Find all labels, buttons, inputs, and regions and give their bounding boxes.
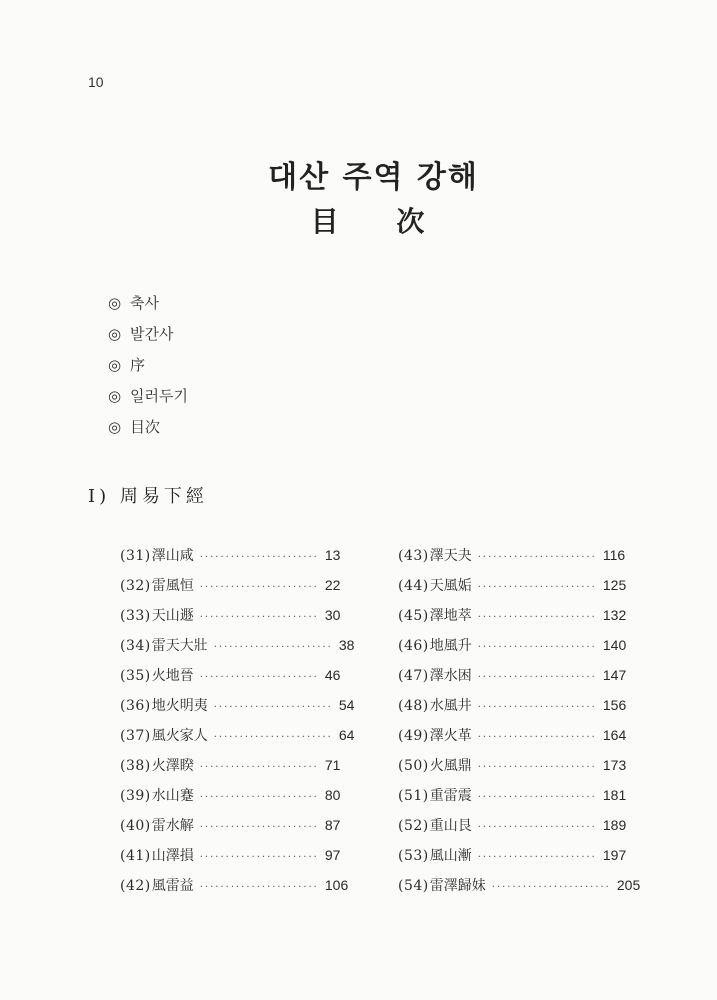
toc-entry-title: 雷水解 <box>151 818 194 834</box>
front-matter-label: 序 <box>130 356 146 374</box>
toc-entry-page: 38 <box>338 637 355 653</box>
toc-entry-page: 189 <box>602 817 627 833</box>
toc-entry-page: 30 <box>324 607 341 623</box>
toc-entry-number: (34) <box>120 638 151 654</box>
toc-entry-page: 197 <box>602 847 627 863</box>
toc-entry[interactable] <box>120 720 355 750</box>
toc-entry-number: (41) <box>120 848 151 864</box>
toc-entry[interactable] <box>120 660 341 690</box>
front-matter-item[interactable] <box>108 288 188 319</box>
toc-entry[interactable] <box>398 870 641 900</box>
toc-entry-title: 澤山咸 <box>151 548 194 564</box>
toc-entry-number: (43) <box>398 548 429 564</box>
toc-entry-number: (51) <box>398 788 429 804</box>
toc-entry[interactable] <box>398 690 627 720</box>
section-heading: I) 周易下經 <box>88 486 208 507</box>
double-circle-icon: ◎ <box>108 418 122 436</box>
dot-leader: ······················· <box>199 582 319 593</box>
toc-entry-number: (33) <box>120 608 151 624</box>
toc-entry-page: 22 <box>324 577 341 593</box>
dot-leader: ······················· <box>491 882 611 893</box>
dot-leader: ······················· <box>213 732 333 743</box>
dot-leader: ······················· <box>477 582 597 593</box>
toc-left-column <box>120 540 355 900</box>
toc-entry-title: 澤地萃 <box>429 608 472 624</box>
dot-leader: ······················· <box>477 732 597 743</box>
toc-entry[interactable] <box>398 780 627 810</box>
toc-entry-title: 火風鼎 <box>429 758 472 774</box>
toc-entry[interactable] <box>120 690 355 720</box>
toc-entry-title: 火澤睽 <box>151 758 194 774</box>
toc-entry-title: 地風升 <box>429 638 472 654</box>
toc-entry[interactable] <box>398 720 627 750</box>
toc-entry-page: 54 <box>338 697 355 713</box>
toc-entry-title: 風山漸 <box>429 848 472 864</box>
toc-entry-title: 火地晉 <box>151 668 194 684</box>
toc-entry-number: (37) <box>120 728 151 744</box>
dot-leader: ······················· <box>477 702 597 713</box>
dot-leader: ······················· <box>477 552 597 563</box>
toc-entry[interactable] <box>120 570 341 600</box>
toc-entry-number: (54) <box>398 878 429 894</box>
toc-entry[interactable] <box>120 600 341 630</box>
toc-entry-title: 雷澤歸妹 <box>429 878 486 894</box>
toc-entry-number: (44) <box>398 578 429 594</box>
dot-leader: ······················· <box>199 882 319 893</box>
front-matter-list <box>108 288 188 443</box>
dot-leader: ······················· <box>477 762 597 773</box>
toc-entry-number: (48) <box>398 698 429 714</box>
dot-leader: ······················· <box>477 852 597 863</box>
toc-entry-number: (42) <box>120 878 151 894</box>
toc-entry[interactable] <box>398 660 627 690</box>
dot-leader: ······················· <box>477 612 597 623</box>
front-matter-item[interactable] <box>108 381 188 412</box>
toc-entry-number: (38) <box>120 758 151 774</box>
toc-entry-page: 140 <box>602 637 627 653</box>
title-block <box>0 152 717 240</box>
toc-entry-page: 147 <box>602 667 627 683</box>
toc-entry-number: (40) <box>120 818 151 834</box>
dot-leader: ······················· <box>199 762 319 773</box>
dot-leader: ······················· <box>199 852 319 863</box>
toc-entry-page: 13 <box>324 547 341 563</box>
toc-entry-page: 87 <box>324 817 341 833</box>
toc-entry[interactable] <box>398 840 627 870</box>
toc-entry-page: 156 <box>602 697 627 713</box>
toc-entry[interactable] <box>120 780 341 810</box>
toc-entry[interactable] <box>398 810 627 840</box>
toc-entry[interactable] <box>398 600 627 630</box>
toc-entry-number: (45) <box>398 608 429 624</box>
dot-leader: ······················· <box>477 822 597 833</box>
double-circle-icon: ◎ <box>108 294 122 312</box>
toc-entry-number: (39) <box>120 788 151 804</box>
toc-entry-page: 106 <box>324 877 349 893</box>
toc-entry-title: 澤天夬 <box>429 548 472 564</box>
toc-entry-title: 雷天大壯 <box>151 638 208 654</box>
toc-entry-number: (50) <box>398 758 429 774</box>
front-matter-label: 발간사 <box>130 325 174 343</box>
toc-entry-title: 澤火革 <box>429 728 472 744</box>
page-number: 10 <box>88 74 104 90</box>
toc-entry-title: 澤水困 <box>429 668 472 684</box>
front-matter-item[interactable] <box>108 319 188 350</box>
toc-entry-page: 46 <box>324 667 341 683</box>
toc-entry-page: 125 <box>602 577 627 593</box>
toc-entry-page: 71 <box>324 757 341 773</box>
toc-entry-title: 天風姤 <box>429 578 472 594</box>
toc-entry-page: 164 <box>602 727 627 743</box>
toc-entry-page: 181 <box>602 787 627 803</box>
toc-entry-title: 重雷震 <box>429 788 472 804</box>
toc-entry[interactable] <box>120 810 341 840</box>
toc-entry[interactable] <box>398 540 626 570</box>
toc-entry-number: (47) <box>398 668 429 684</box>
toc-entry-page: 116 <box>602 547 626 563</box>
front-matter-item[interactable] <box>108 350 188 381</box>
toc-entry-number: (49) <box>398 728 429 744</box>
toc-entry[interactable] <box>120 750 341 780</box>
toc-entry-title: 水山蹇 <box>151 788 194 804</box>
front-matter-label: 축사 <box>130 294 159 312</box>
page-title: 대산 주역 강해 <box>268 160 479 195</box>
toc-entry-number: (35) <box>120 668 151 684</box>
front-matter-item[interactable] <box>108 412 188 443</box>
dot-leader: ······················· <box>199 822 319 833</box>
dot-leader: ······················· <box>199 612 319 623</box>
toc-entry[interactable] <box>398 750 627 780</box>
front-matter-label: 目次 <box>130 418 161 436</box>
dot-leader: ······················· <box>213 642 333 653</box>
toc-entry-page: 173 <box>602 757 627 773</box>
toc-entry[interactable] <box>398 630 627 660</box>
page-subtitle: 目 次 <box>310 205 449 238</box>
toc-entry-title: 山澤損 <box>151 848 194 864</box>
toc-entry-number: (46) <box>398 638 429 654</box>
dot-leader: ······················· <box>213 702 333 713</box>
dot-leader: ······················· <box>199 792 319 803</box>
toc-entry-title: 風雷益 <box>151 878 194 894</box>
dot-leader: ······················· <box>477 672 597 683</box>
double-circle-icon: ◎ <box>108 387 122 405</box>
toc-entry-title: 天山遯 <box>151 608 194 624</box>
toc-entry[interactable] <box>120 870 349 900</box>
toc-entry-title: 風火家人 <box>151 728 208 744</box>
toc-entry-number: (31) <box>120 548 151 564</box>
toc-entry-number: (53) <box>398 848 429 864</box>
double-circle-icon: ◎ <box>108 356 122 374</box>
toc-entry-page: 205 <box>616 877 641 893</box>
toc-entry-title: 雷風恒 <box>151 578 194 594</box>
toc-entry[interactable] <box>120 540 341 570</box>
dot-leader: ······················· <box>199 552 319 563</box>
toc-entry[interactable] <box>120 630 355 660</box>
toc-entry-number: (36) <box>120 698 151 714</box>
toc-entry-number: (32) <box>120 578 151 594</box>
toc-entry-number: (52) <box>398 818 429 834</box>
toc-entry-page: 64 <box>338 727 355 743</box>
double-circle-icon: ◎ <box>108 325 122 343</box>
toc-entry-title: 重山艮 <box>429 818 472 834</box>
front-matter-label: 일러두기 <box>130 387 188 405</box>
toc-entry[interactable] <box>120 840 341 870</box>
toc-entry-title: 水風井 <box>429 698 472 714</box>
dot-leader: ······················· <box>199 672 319 683</box>
toc-entry-page: 132 <box>602 607 627 623</box>
dot-leader: ······················· <box>477 792 597 803</box>
toc-entry-page: 97 <box>324 847 341 863</box>
toc-entry[interactable] <box>398 570 627 600</box>
toc-right-column <box>398 540 641 900</box>
toc-entry-title: 地火明夷 <box>151 698 208 714</box>
toc-entry-page: 80 <box>324 787 341 803</box>
dot-leader: ······················· <box>477 642 597 653</box>
